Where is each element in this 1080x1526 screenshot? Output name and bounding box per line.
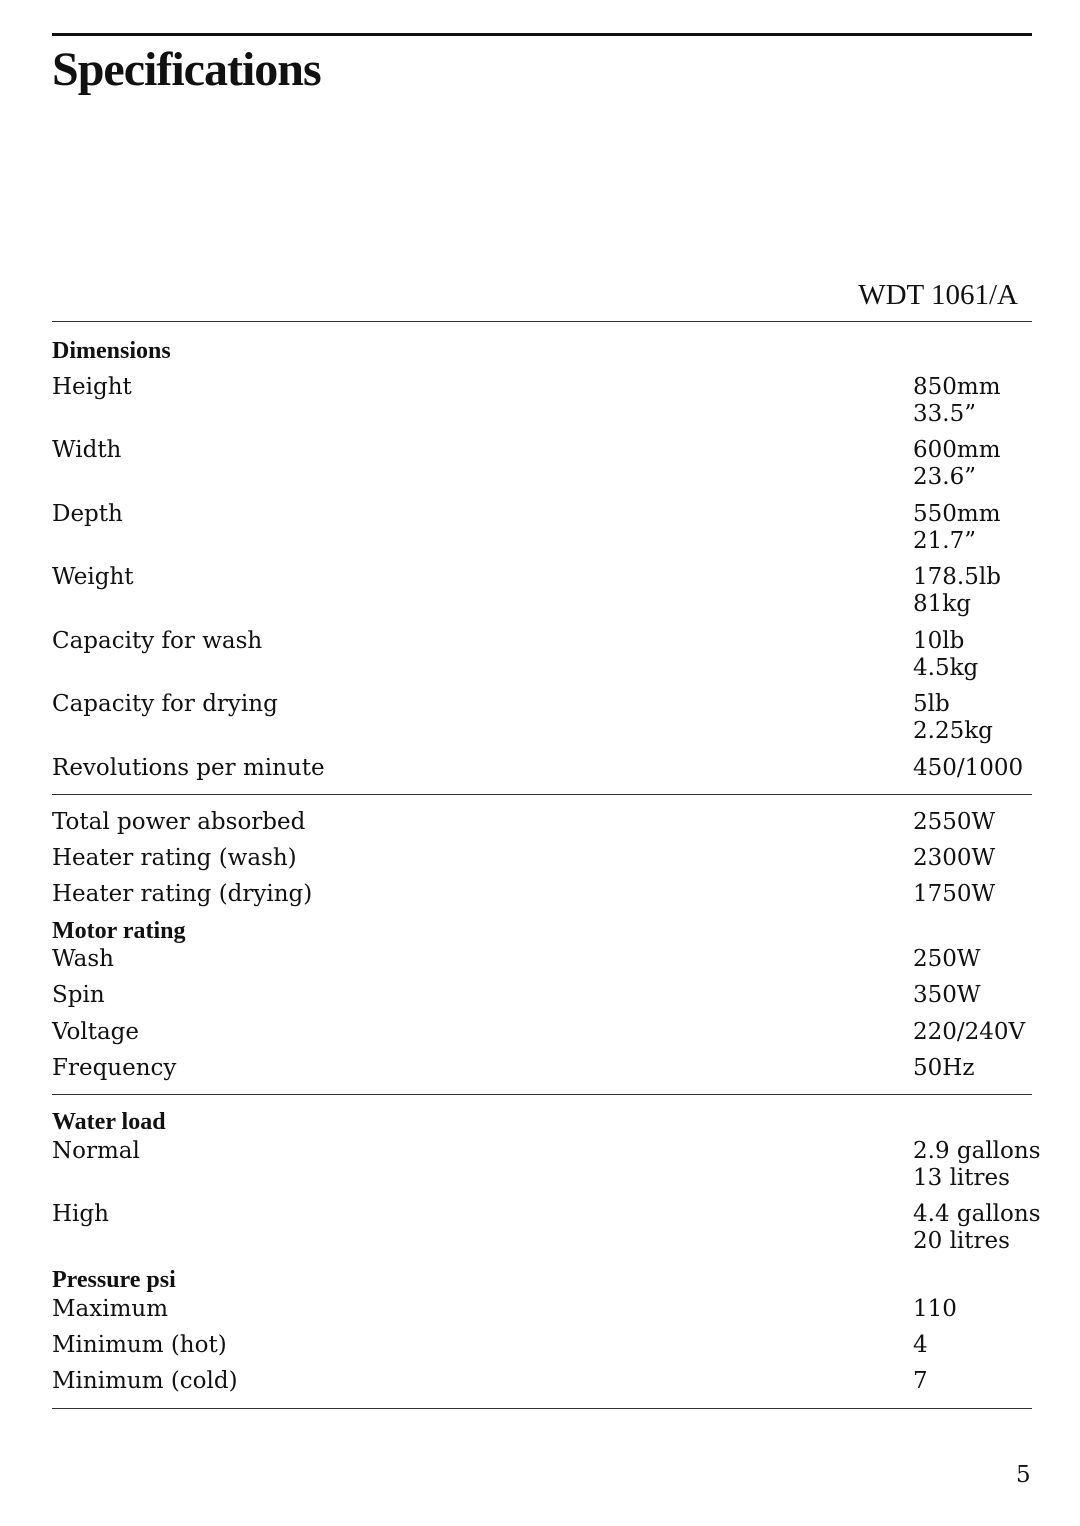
spec-value-height-mm: 850mm [913,374,1001,400]
spec-value-pressure-min-hot: 4 [913,1332,928,1358]
spec-label-voltage: Voltage [52,1019,139,1045]
spec-label-motor-wash: Wash [52,946,114,972]
spec-value-pressure-min-cold: 7 [913,1368,928,1394]
spec-value-depth-mm: 550mm [913,501,1001,527]
spec-label-width: Width [52,437,122,463]
spec-value-weight-kg: 81kg [913,591,971,617]
section-header-motor: Motor rating [52,918,186,944]
spec-value-width-mm: 600mm [913,437,1001,463]
spec-value-total-power: 2550W [913,809,996,835]
spec-value-capacity-drying-kg: 2.25kg [913,718,993,744]
spec-label-heater-wash: Heater rating (wash) [52,845,297,871]
spec-label-pressure-min-cold: Minimum (cold) [52,1368,238,1394]
spec-label-water-high: High [52,1201,109,1227]
spec-value-water-normal-gallons: 2.9 gallons [913,1138,1041,1164]
spec-value-capacity-drying-lb: 5lb [913,691,950,717]
spec-label-frequency: Frequency [52,1055,177,1081]
spec-value-frequency: 50Hz [913,1055,975,1081]
spec-value-heater-drying: 1750W [913,881,996,907]
spec-label-capacity-drying: Capacity for drying [52,691,278,717]
spec-label-heater-drying: Heater rating (drying) [52,881,313,907]
section-header-dimensions: Dimensions [52,338,171,364]
spec-label-motor-spin: Spin [52,982,105,1008]
divider-model [52,321,1032,322]
spec-value-voltage: 220/240V [913,1019,1026,1045]
spec-value-capacity-wash-kg: 4.5kg [913,655,979,681]
spec-value-rpm: 450/1000 [913,755,1024,781]
spec-value-depth-in: 21.7” [913,528,976,554]
spec-value-weight-lb: 178.5lb [913,564,1001,590]
spec-value-water-high-gallons: 4.4 gallons [913,1201,1041,1227]
spec-value-motor-spin: 350W [913,982,981,1008]
spec-value-pressure-max: 110 [913,1296,957,1322]
spec-label-pressure-min-hot: Minimum (hot) [52,1332,227,1358]
section-header-pressure: Pressure psi [52,1267,176,1293]
spec-value-motor-wash: 250W [913,946,981,972]
page-number: 5 [1016,1462,1031,1488]
divider-power [52,794,1032,795]
spec-value-capacity-wash-lb: 10lb [913,628,965,654]
spec-label-weight: Weight [52,564,134,590]
section-header-water-load: Water load [52,1109,166,1135]
spec-label-water-normal: Normal [52,1138,140,1164]
spec-label-total-power: Total power absorbed [52,809,306,835]
spec-label-height: Height [52,374,132,400]
divider-water [52,1094,1032,1095]
spec-label-pressure-max: Maximum [52,1296,169,1322]
spec-value-width-in: 23.6” [913,464,976,490]
spec-value-water-high-litres: 20 litres [913,1228,1010,1254]
spec-value-water-normal-litres: 13 litres [913,1165,1010,1191]
spec-label-rpm: Revolutions per minute [52,755,325,781]
page-title: Specifications [52,33,1032,98]
spec-label-depth: Depth [52,501,123,527]
spec-value-height-in: 33.5” [913,401,976,427]
spec-value-heater-wash: 2300W [913,845,996,871]
divider-bottom [52,1408,1032,1409]
model-name: WDT 1061/A [858,279,1018,311]
spec-label-capacity-wash: Capacity for wash [52,628,263,654]
